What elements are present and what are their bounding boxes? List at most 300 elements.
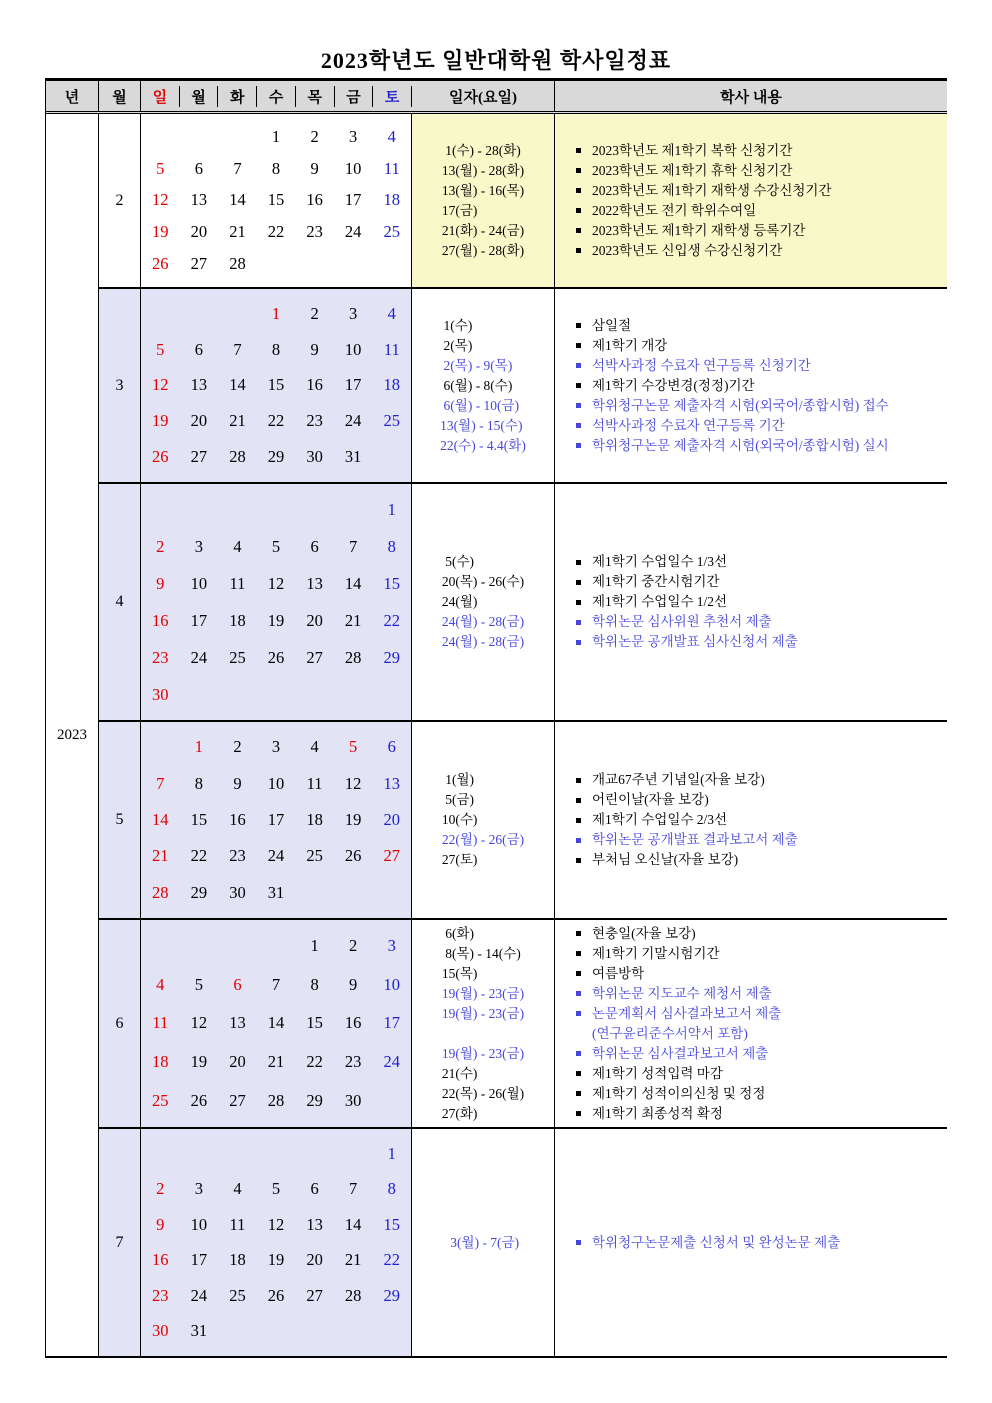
calendar-day: 30: [229, 882, 246, 902]
calendar-day: 13: [190, 375, 208, 395]
calendar-day: 24: [190, 647, 208, 667]
calendar-day: 8: [271, 339, 281, 359]
event-text: 학위논문 공개발표 결과보고서 제출: [592, 832, 798, 847]
calendar-week: [141, 927, 411, 966]
calendar-day: 2: [349, 936, 358, 956]
calendar-day: [218, 491, 257, 528]
header-weekday-mon: 월: [180, 86, 219, 107]
event-text: 제1학기 개강: [592, 337, 668, 353]
bullet-icon: [576, 323, 581, 328]
calendar-day: 18: [383, 375, 400, 395]
calendar-day: 12: [190, 1013, 208, 1033]
date-line: 20(목) - 26(수): [441, 574, 525, 589]
calendar-day: 17: [344, 375, 362, 395]
calendar-day: [295, 1136, 334, 1172]
calendar-day: [180, 121, 219, 153]
calendar-day: 21: [267, 1052, 285, 1072]
calendar-day: [334, 1314, 373, 1350]
calendar-week: [141, 802, 411, 838]
header-weekday-tue: 화: [218, 86, 257, 107]
date-line: [442, 1024, 524, 1044]
calendar-day: 23: [152, 647, 169, 667]
date-line: 19(월) - 23(금): [441, 1045, 525, 1061]
date-line: 13(월) - 15(수): [440, 417, 523, 433]
month-number: 4: [99, 484, 141, 720]
date-line: 15(목): [441, 965, 478, 981]
calendar-week: [141, 838, 411, 874]
event-line: [576, 632, 947, 652]
calendar-day: 20: [306, 610, 323, 630]
calendar-day: 28: [267, 1090, 285, 1110]
calendar-day: 15: [306, 1013, 323, 1033]
calendar-day: 1: [310, 936, 319, 956]
calendar-day: 27: [229, 1090, 246, 1110]
calendar-week: [141, 1278, 411, 1314]
calendar-day: 5: [156, 158, 165, 178]
bullet-icon: [576, 1091, 581, 1096]
calendar-day: 25: [229, 647, 246, 667]
header-year: 년: [46, 81, 99, 111]
event-line: [576, 790, 947, 810]
date-line: 6(월) - 10(금): [440, 397, 520, 413]
table-header-row: [46, 81, 947, 114]
month-number: 6: [99, 920, 141, 1127]
header-weekday-fri: 금: [335, 86, 374, 107]
calendar-week: [141, 1243, 411, 1279]
calendar-day: 21: [152, 846, 169, 866]
calendar-day: 26: [152, 447, 169, 467]
date-lines: [440, 316, 526, 456]
calendar-day: [372, 439, 411, 475]
calendar-day: 24: [267, 846, 285, 866]
calendar-day: 22: [383, 610, 400, 630]
calendar-day: 2: [233, 737, 242, 757]
date-line: 13(월) - 28(화): [441, 162, 525, 178]
calendar-week: [141, 765, 411, 801]
date-column-cell: [412, 484, 555, 720]
calendar-week: [141, 565, 411, 602]
calendar-day: 24: [383, 1052, 400, 1072]
month-number: 5: [99, 722, 141, 918]
bullet-icon: [576, 188, 581, 193]
event-column-cell: [555, 920, 947, 1127]
event-line: [576, 181, 947, 201]
calendar-day: 7: [156, 773, 165, 793]
calendar-day: 27: [306, 647, 323, 667]
calendar-week: [141, 528, 411, 565]
calendar-week: [141, 1004, 411, 1043]
event-text: 석박사과정 수료자 연구등록 신청기간: [592, 357, 811, 373]
calendar-week: [141, 602, 411, 639]
calendar-day: 28: [344, 1285, 362, 1305]
event-text: 제1학기 기말시험기간: [592, 945, 720, 961]
calendar-day: 7: [233, 158, 242, 178]
date-line: 27(화): [441, 1105, 478, 1121]
event-text: 학위논문 지도교수 제청서 제출: [592, 985, 772, 1001]
calendar-day: 18: [229, 1250, 246, 1270]
calendar-day: 25: [152, 1090, 169, 1110]
calendar-day: 11: [152, 1013, 169, 1033]
mini-calendar: [141, 920, 412, 1127]
calendar-day: 17: [190, 1250, 208, 1270]
calendar-day: 9: [156, 573, 165, 593]
calendar-day: 16: [152, 1250, 169, 1270]
calendar-day: 3: [271, 737, 281, 757]
calendar-week: [141, 216, 411, 248]
calendar-day: 23: [229, 846, 246, 866]
calendar-week: [141, 1136, 411, 1172]
calendar-day: 9: [233, 773, 242, 793]
calendar-day: 15: [267, 375, 285, 395]
calendar-day: 17: [190, 610, 208, 630]
calendar-day: 22: [306, 1052, 323, 1072]
calendar-day: 23: [152, 1285, 169, 1305]
bullet-icon: [576, 1111, 581, 1116]
calendar-day: 10: [344, 339, 362, 359]
date-line: 19(월) - 23(금): [441, 985, 525, 1001]
calendar-day: [180, 1136, 219, 1172]
date-line: 1(월): [441, 772, 475, 787]
event-line: [576, 830, 947, 850]
calendar-day: 13: [306, 1214, 323, 1234]
calendar-day: 10: [190, 573, 208, 593]
calendar-day: 9: [310, 158, 319, 178]
event-line: [576, 1024, 947, 1044]
date-line: 8(목) - 14(수): [441, 945, 521, 961]
bullet-icon: [576, 951, 581, 956]
header-month: 월: [99, 81, 141, 111]
calendar-day: 16: [229, 810, 246, 830]
event-text: 제1학기 중간시험기간: [592, 574, 720, 589]
calendar-day: 1: [194, 737, 203, 757]
calendar-day: 7: [349, 536, 358, 556]
mini-calendar: [141, 484, 412, 720]
calendar-day: 10: [267, 773, 285, 793]
calendar-day: 25: [383, 222, 400, 242]
event-line: [576, 201, 947, 221]
calendar-day: 16: [344, 1013, 362, 1033]
event-text: 2023학년도 제1학기 휴학 신청기간: [592, 162, 793, 178]
calendar-day: 24: [344, 222, 362, 242]
calendar-day: 5: [194, 974, 203, 994]
calendar-day: 8: [194, 773, 203, 793]
event-line: [576, 810, 947, 830]
date-line: 5(수): [441, 554, 475, 569]
calendar-day: 11: [229, 1214, 246, 1234]
calendar-day: 5: [271, 1179, 281, 1199]
event-line: [576, 944, 947, 964]
calendar-week: [141, 153, 411, 185]
calendar-day: 8: [387, 1179, 396, 1199]
bullet-icon: [576, 858, 581, 863]
calendar-day: 26: [267, 647, 285, 667]
event-text: 어린이날(자율 보강): [592, 792, 709, 807]
page-title: 2023학년도 일반대학원 학사일정표: [320, 48, 672, 73]
date-line: 22(목) - 26(월): [441, 1085, 525, 1101]
calendar-day: 4: [156, 974, 165, 994]
calendar-day: [218, 927, 257, 966]
event-text: 학위청구논문 제출자격 시험(외국어/종합시험) 접수: [592, 397, 889, 413]
date-line: 21(수): [441, 1065, 478, 1081]
calendar-week: [141, 729, 411, 765]
calendar-day: 3: [349, 126, 358, 146]
event-text: 논문계획서 심사결과보고서 제출: [592, 1005, 782, 1021]
calendar-day: [257, 248, 296, 280]
calendar-day: [218, 296, 257, 332]
calendar-day: 11: [306, 773, 323, 793]
date-line: 10(수): [441, 812, 478, 827]
bullet-icon: [576, 991, 581, 996]
header-weekdays: [141, 81, 412, 111]
calendar-day: 19: [152, 222, 169, 242]
event-line: [576, 396, 947, 416]
date-lines: [442, 924, 524, 1124]
calendar-day: 19: [152, 411, 169, 431]
calendar-day: 12: [344, 773, 362, 793]
date-line: 2(목): [440, 337, 473, 353]
calendar-day: [141, 121, 180, 153]
calendar-week: [141, 185, 411, 217]
month-row: [99, 722, 947, 920]
calendar-day: 27: [190, 254, 208, 274]
calendar-day: 30: [152, 1321, 169, 1341]
date-lines: [442, 552, 524, 652]
calendar-day: 6: [233, 974, 242, 994]
bullet-icon: [576, 1051, 581, 1056]
calendar-day: 19: [190, 1052, 208, 1072]
month-row: [99, 289, 947, 484]
calendar-day: 1: [387, 1143, 396, 1163]
event-text: 삼일절: [592, 317, 632, 333]
bullet-icon: [576, 148, 581, 153]
calendar-day: 26: [190, 1090, 208, 1110]
calendar-day: 12: [152, 375, 169, 395]
calendar-day: [334, 676, 373, 713]
calendar-day: 22: [190, 846, 208, 866]
event-line: [576, 436, 947, 456]
event-line: [576, 161, 947, 181]
event-line: [576, 770, 947, 790]
calendar-day: 31: [267, 882, 285, 902]
calendar-day: [295, 676, 334, 713]
calendar-day: 5: [156, 339, 165, 359]
month-row: [99, 484, 947, 722]
schedule-table: [45, 78, 947, 1358]
calendar-day: [218, 1314, 257, 1350]
calendar-day: 14: [152, 810, 169, 830]
event-text: 제1학기 수강변경(정정)기간: [592, 377, 755, 393]
calendar-day: [295, 1314, 334, 1350]
calendar-day: [180, 491, 219, 528]
bullet-icon: [576, 1011, 581, 1016]
event-text: 제1학기 성적이의신청 및 정정: [592, 1085, 766, 1101]
calendar-day: 2: [310, 126, 319, 146]
event-line: [576, 1064, 947, 1084]
calendar-day: 31: [344, 447, 362, 467]
event-text: 개교67주년 기념일(자율 보강): [592, 772, 765, 787]
calendar-day: 17: [383, 1013, 400, 1033]
calendar-day: 8: [310, 974, 319, 994]
calendar-day: 16: [306, 375, 323, 395]
date-column-cell: [412, 289, 555, 482]
event-text: 학위청구논문 제출자격 시험(외국어/종합시험) 실시: [592, 437, 889, 453]
calendar-day: 8: [387, 536, 396, 556]
calendar-day: 13: [190, 190, 208, 210]
event-text: 2023학년도 제1학기 복학 신청기간: [592, 142, 793, 158]
calendar-day: 25: [306, 846, 323, 866]
month-row: [99, 1129, 947, 1356]
calendar-week: [141, 491, 411, 528]
calendar-day: 17: [267, 810, 285, 830]
event-text: 학위논문 심사위원 추천서 제출: [592, 614, 772, 629]
mini-calendar: [141, 289, 412, 482]
calendar-day: [218, 676, 257, 713]
date-line: 24(월) - 28(금): [441, 634, 525, 649]
calendar-week: [141, 1207, 411, 1243]
bullet-icon: [576, 600, 581, 605]
calendar-day: [141, 491, 180, 528]
calendar-day: 9: [349, 974, 358, 994]
event-line: [576, 241, 947, 261]
calendar-day: [257, 1314, 296, 1350]
calendar-day: 23: [306, 411, 323, 431]
calendar-day: 29: [267, 447, 285, 467]
calendar-day: 6: [387, 737, 396, 757]
date-line: 13(월) - 16(목): [441, 182, 525, 198]
event-text: 석박사과정 수료자 연구등록 기간: [592, 417, 785, 433]
calendar-day: 1: [271, 303, 281, 323]
date-line: 1(수) - 28(화): [441, 142, 521, 158]
bullet-icon: [576, 443, 581, 448]
calendar-week: [141, 332, 411, 368]
calendar-day: 2: [156, 1179, 165, 1199]
calendar-day: [257, 1136, 296, 1172]
date-line: 27(토): [441, 852, 478, 867]
date-line: 24(월): [441, 594, 478, 609]
calendar-day: 30: [152, 684, 169, 704]
calendar-day: 14: [344, 573, 362, 593]
calendar-day: [372, 1081, 411, 1120]
bullet-icon: [576, 383, 581, 388]
year-cell: 2023: [46, 114, 99, 1356]
calendar-day: 1: [387, 499, 396, 519]
calendar-day: 28: [229, 447, 246, 467]
calendar-day: 26: [152, 254, 169, 274]
calendar-day: 12: [152, 190, 169, 210]
calendar-day: 28: [229, 254, 246, 274]
calendar-day: [218, 121, 257, 153]
event-line: [576, 964, 947, 984]
calendar-day: 18: [383, 190, 400, 210]
bullet-icon: [576, 208, 581, 213]
calendar-day: [372, 875, 411, 911]
calendar-day: [257, 927, 296, 966]
calendar-day: 27: [383, 846, 400, 866]
calendar-day: 18: [306, 810, 323, 830]
calendar-day: [334, 875, 373, 911]
event-column-cell: [555, 1129, 947, 1356]
event-column-cell: [555, 722, 947, 918]
calendar-day: 13: [383, 773, 400, 793]
event-line: [576, 316, 947, 336]
date-column-cell: [412, 920, 555, 1127]
date-lines: [442, 141, 524, 261]
calendar-day: 20: [190, 411, 208, 431]
event-column-cell: [555, 289, 947, 482]
calendar-day: 3: [194, 1179, 203, 1199]
calendar-week: [141, 1081, 411, 1120]
date-line: 3(월) - 7(금): [446, 1234, 520, 1250]
date-line: 2(목) - 9(목): [440, 357, 513, 373]
bullet-icon: [576, 423, 581, 428]
bullet-icon: [576, 778, 581, 783]
calendar-week: [141, 439, 411, 475]
event-text: 현충일(자율 보강): [592, 925, 696, 941]
calendar-day: 20: [229, 1052, 246, 1072]
calendar-day: [257, 491, 296, 528]
event-text: 제1학기 수업일수 1/2선: [592, 594, 728, 609]
event-text: 2023학년도 제1학기 재학생 수강신청기간: [592, 182, 832, 198]
event-text: 부처님 오신날(자율 보강): [592, 852, 739, 867]
event-text: 학위청구논문제출 신청서 및 완성논문 제출: [592, 1234, 841, 1250]
event-text: (연구윤리준수서약서 포함): [592, 1025, 748, 1041]
calendar-day: 19: [267, 1250, 285, 1270]
calendar-day: [295, 875, 334, 911]
calendar-day: [334, 491, 373, 528]
event-text: 학위논문 공개발표 심사신청서 제출: [592, 634, 798, 649]
bullet-icon: [576, 1240, 581, 1245]
calendar-day: 20: [383, 810, 400, 830]
date-line: 5(금): [441, 792, 475, 807]
header-content-column: 학사 내용: [720, 89, 782, 106]
calendar-day: 19: [344, 810, 362, 830]
calendar-day: 30: [344, 1090, 362, 1110]
calendar-day: 21: [229, 222, 246, 242]
calendar-week: [141, 639, 411, 676]
event-line: [576, 221, 947, 241]
date-line: 27(월) - 28(화): [441, 242, 525, 258]
calendar-week: [141, 875, 411, 911]
date-line: 19(월) - 23(금): [441, 1005, 525, 1021]
header-date-column: 일자(요일): [412, 81, 555, 111]
calendar-day: 16: [306, 190, 323, 210]
calendar-day: 29: [383, 1285, 400, 1305]
calendar-day: [141, 1136, 180, 1172]
event-text: 2022학년도 전기 학위수여일: [592, 202, 757, 218]
calendar-day: 11: [383, 158, 400, 178]
calendar-day: 8: [271, 158, 281, 178]
calendar-day: 3: [194, 536, 203, 556]
calendar-day: 6: [310, 536, 319, 556]
calendar-week: [141, 248, 411, 280]
calendar-day: 15: [190, 810, 208, 830]
calendar-day: 12: [267, 1214, 285, 1234]
bullet-icon: [576, 640, 581, 645]
calendar-day: [372, 248, 411, 280]
bullet-icon: [576, 798, 581, 803]
bullet-icon: [576, 403, 581, 408]
event-text: 2023학년도 제1학기 재학생 등록기간: [592, 222, 806, 238]
date-line: 6(월) - 8(수): [440, 377, 513, 393]
event-column-cell: [555, 484, 947, 720]
month-row: [99, 114, 947, 289]
calendar-day: 27: [306, 1285, 323, 1305]
calendar-day: 21: [344, 610, 362, 630]
calendar-day: 21: [229, 411, 246, 431]
calendar-day: 28: [344, 647, 362, 667]
calendar-day: 25: [383, 411, 400, 431]
event-line: [576, 141, 947, 161]
